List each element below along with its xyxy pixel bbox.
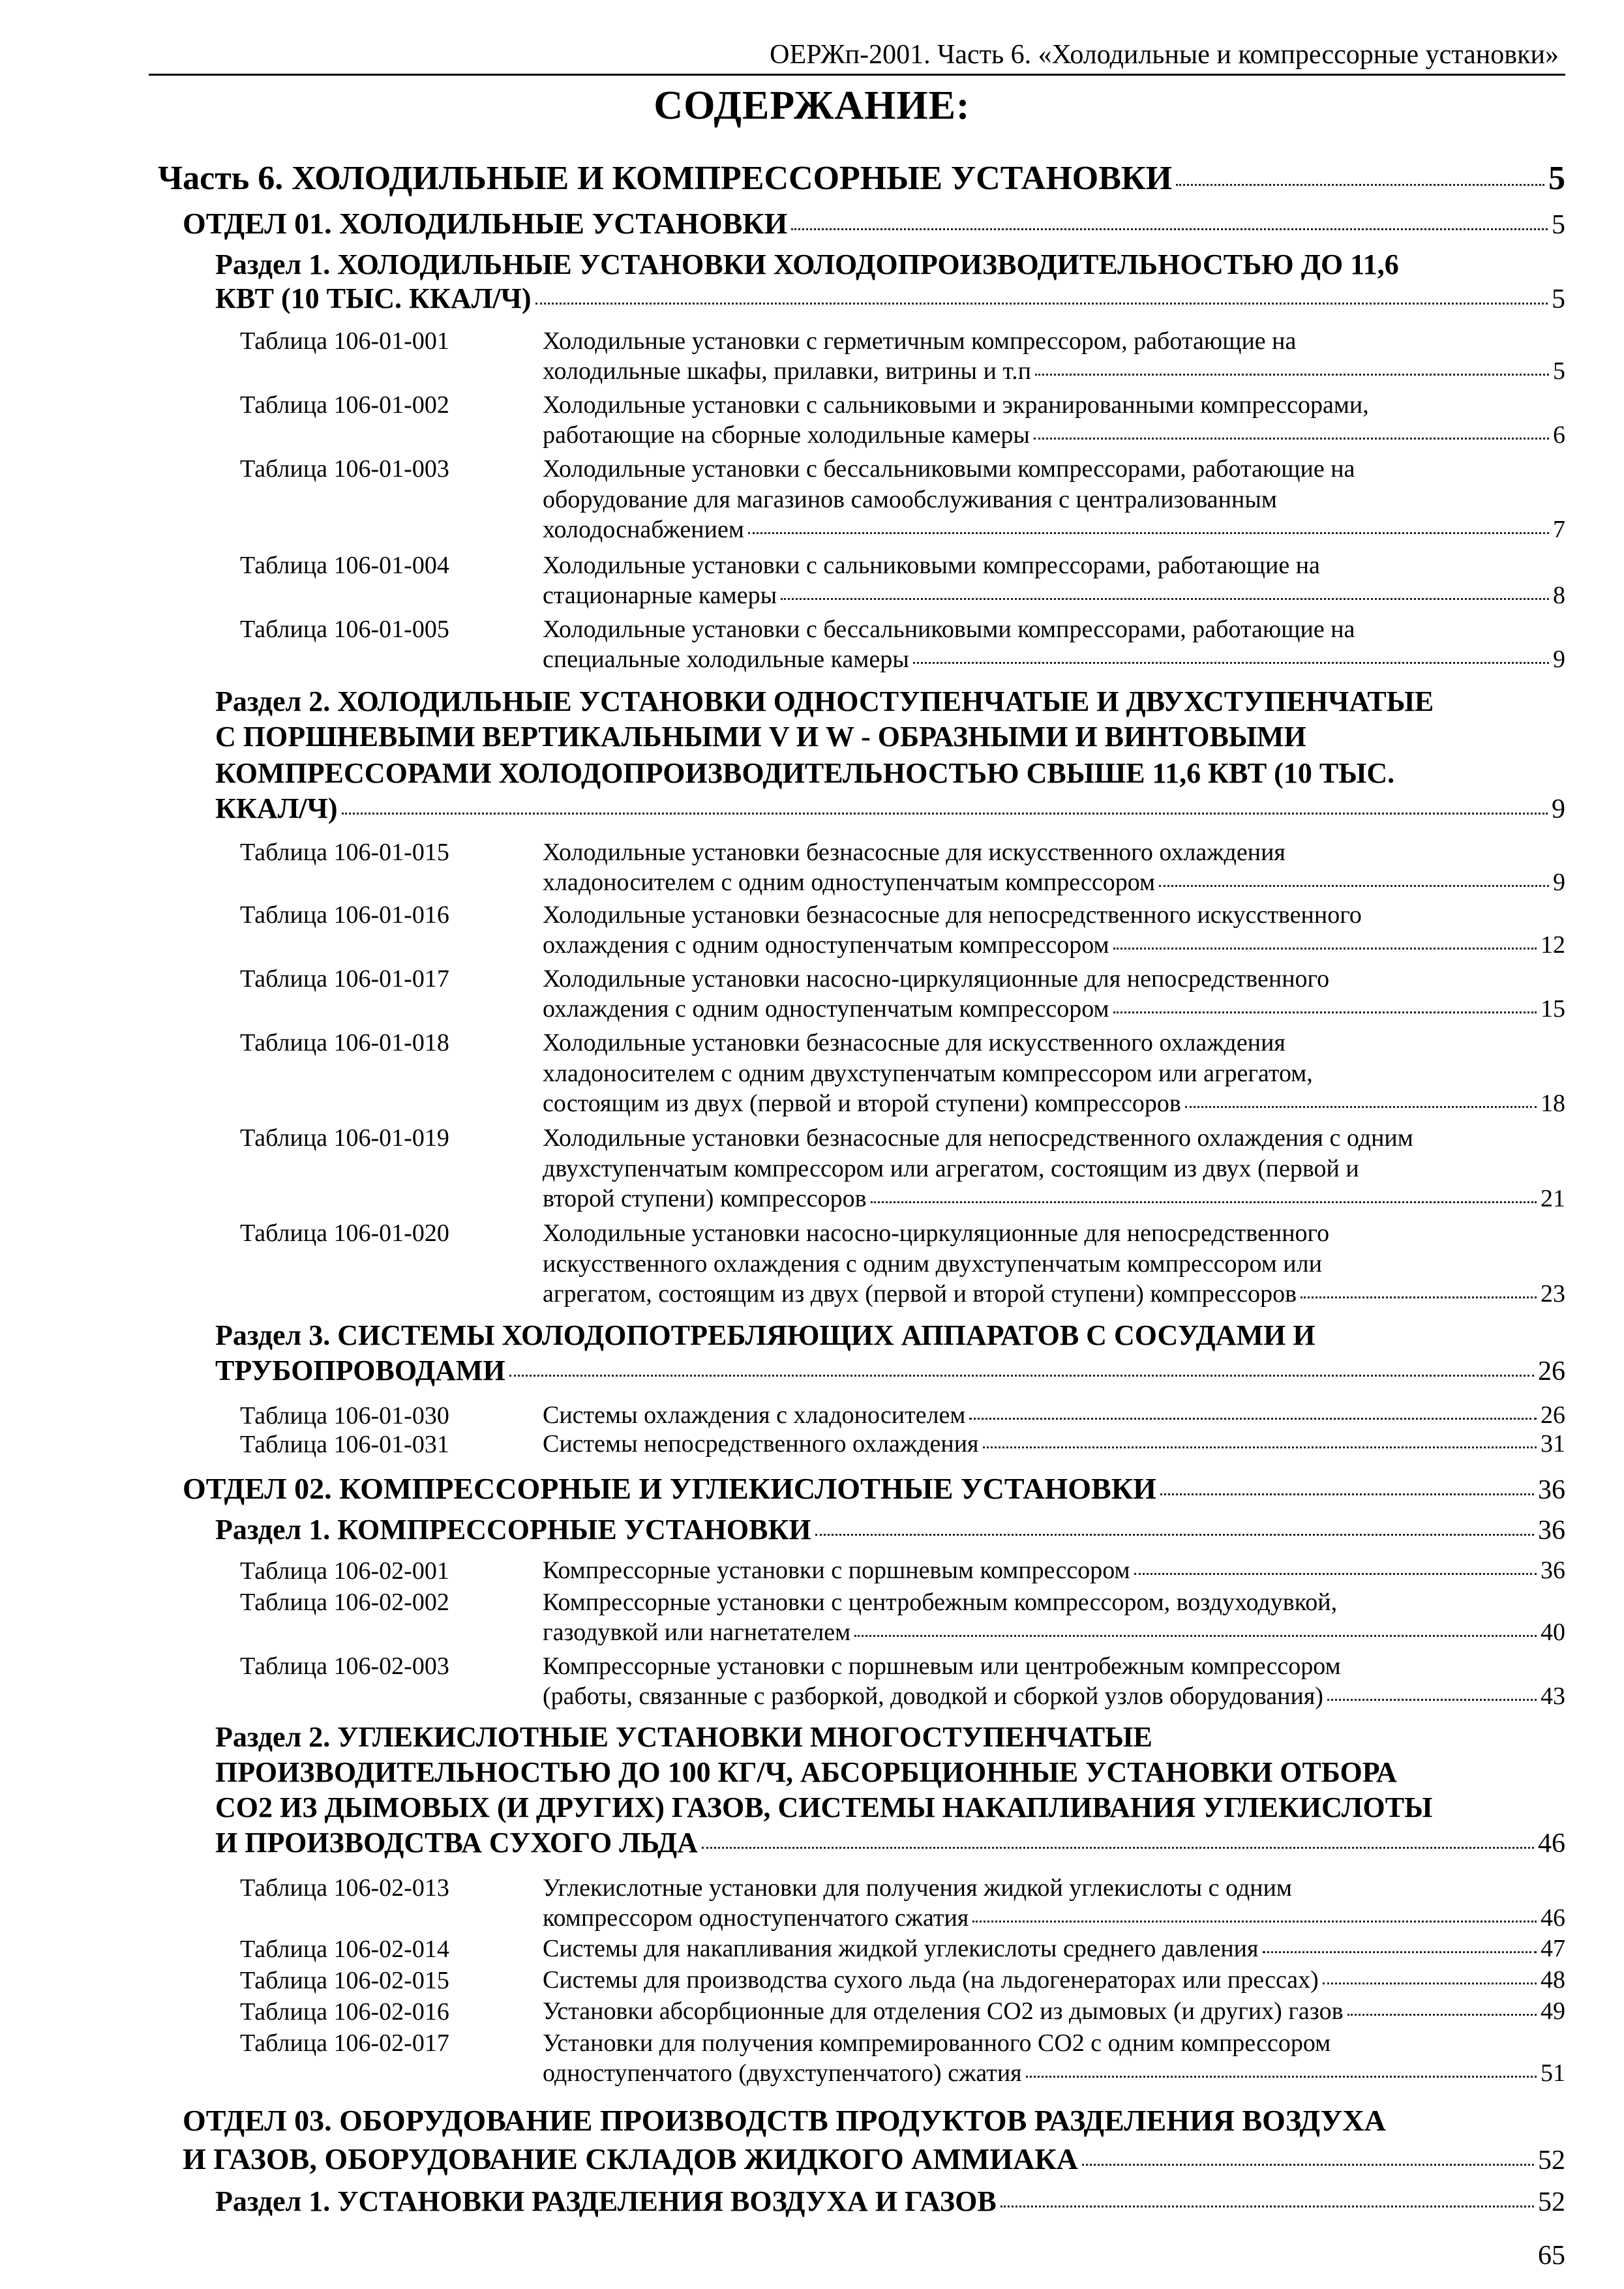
dot-leader — [702, 1847, 1534, 1849]
table-title-line: Холодильные установки безнасосные для искусственного охлаждения — [543, 839, 1286, 866]
toc-table-text: газодувкой или нагнетателем — [543, 1619, 851, 1646]
dot-leader — [1323, 1982, 1537, 1984]
toc-section-text: КВТ (10 ТЫС. ККАЛ/Ч) — [215, 282, 532, 314]
toc-section-page: 9 — [1552, 794, 1565, 824]
toc-table — [543, 1934, 1565, 1966]
toc-table — [543, 1184, 1565, 1216]
toc-section-page: 26 — [1538, 1356, 1565, 1386]
table-id: Таблица 106-02-013 — [240, 1874, 449, 1902]
table-title-line: Холодильные установки с герметичным компрессором, работающие на — [543, 327, 1297, 355]
dot-leader — [1000, 2206, 1534, 2207]
dot-leader — [781, 598, 1549, 600]
running-header: ОЕРЖп-2001. Часть 6. «Холодильные и компрессорные установки» — [770, 40, 1559, 70]
toc-part-text: Часть 6. ХОЛОДИЛЬНЫЕ И КОМПРЕССОРНЫЕ УСТАНОВКИ — [158, 160, 1173, 197]
dot-leader — [1134, 1573, 1537, 1575]
toc-table-text: состоящим из двух (первой и второй ступени) компрессоров — [543, 1090, 1181, 1117]
toc-otdel-page: 5 — [1552, 210, 1565, 240]
table-title-line: Холодильные установки с бессальниковыми компрессорами, работающие на — [543, 616, 1355, 643]
toc-table-text: второй ступени) компрессоров — [543, 1185, 867, 1212]
table-title-line: Холодильные установки насосно-циркуляционные для непосредственного — [543, 1219, 1330, 1247]
toc-table — [543, 868, 1565, 899]
toc-table-text: охлаждения с одним одноступенчатым компрессором — [543, 995, 1109, 1023]
dot-leader — [1176, 184, 1544, 186]
section-title-line: ПРОИЗВОДИТЕЛЬНОСТЬЮ ДО 100 КГ/Ч, АБСОРБЦИОННЫЕ УСТАНОВКИ ОТБОРА — [215, 1756, 1397, 1788]
toc-table — [543, 1682, 1565, 1713]
toc-table — [543, 645, 1565, 676]
table-title-line: Холодильные установки с бессальниковыми компрессорами, работающие на — [543, 455, 1355, 483]
dot-leader — [1347, 2014, 1537, 2016]
table-id: Таблица 106-02-015 — [240, 1967, 449, 1994]
toc-table-page: 15 — [1541, 995, 1565, 1023]
dot-leader — [913, 662, 1549, 664]
dot-leader — [1034, 438, 1549, 440]
section-title-line: СО2 ИЗ ДЫМОВЫХ (И ДРУГИХ) ГАЗОВ, СИСТЕМЫ НАКАПЛИВАНИЯ УГЛЕКИСЛОТЫ — [215, 1791, 1433, 1823]
dot-leader — [1113, 1011, 1537, 1013]
toc-table-text: холодоснабжением — [543, 516, 744, 543]
dot-leader — [535, 303, 1548, 305]
dot-leader — [509, 1375, 1534, 1377]
toc-section-text: ТРУБОПРОВОДАМИ — [215, 1354, 505, 1386]
toc-table-text: (работы, связанные с разборкой, доводкой и сборкой узлов оборудования) — [543, 1683, 1323, 1710]
dot-leader — [815, 1534, 1534, 1536]
table-id: Таблица 106-02-002 — [240, 1589, 449, 1616]
table-id: Таблица 106-01-016 — [240, 901, 449, 929]
dot-leader — [983, 1446, 1537, 1448]
dot-leader — [1159, 885, 1549, 887]
table-id: Таблица 106-01-018 — [240, 1029, 449, 1056]
toc-table-page: 6 — [1553, 421, 1565, 449]
toc-table-text: Системы для производства сухого льда (на льдогенераторах или прессах) — [543, 1966, 1319, 1994]
toc-table-text: холодильные шкафы, прилавки, витрины и т.п — [543, 357, 1031, 385]
table-title-line: Установки для получения компремированного СО2 с одним компрессором — [543, 2029, 1331, 2057]
toc-table — [543, 1618, 1565, 1649]
toc-table-page: 21 — [1541, 1185, 1565, 1212]
toc-table — [543, 931, 1565, 962]
toc-table-page: 49 — [1541, 1997, 1565, 2025]
toc-part-page: 5 — [1548, 160, 1565, 197]
toc-table-text: одноступенчатого (двухступенчатого) сжатия — [543, 2059, 1022, 2087]
toc-otdel-text: ОТДЕЛ 02. КОМПРЕССОРНЫЕ И УГЛЕКИСЛОТНЫЕ УСТАНОВКИ — [183, 1472, 1156, 1505]
toc-table-page: 5 — [1553, 357, 1565, 385]
table-id: Таблица 106-02-016 — [240, 1998, 449, 2026]
toc-otdel — [183, 1471, 1565, 1503]
toc-table-text: Системы непосредственного охлаждения — [543, 1430, 979, 1458]
table-id: Таблица 106-01-001 — [240, 327, 449, 355]
toc-table — [543, 1279, 1565, 1311]
table-id: Таблица 106-01-005 — [240, 616, 449, 643]
toc-table-page: 26 — [1541, 1401, 1565, 1429]
dot-leader — [871, 1201, 1537, 1203]
toc-table — [543, 995, 1565, 1026]
toc-table-page: 23 — [1541, 1280, 1565, 1308]
toc-table-page: 43 — [1541, 1683, 1565, 1710]
toc-table-page: 40 — [1541, 1619, 1565, 1646]
table-id: Таблица 106-01-019 — [240, 1124, 449, 1152]
table-title-line: Холодильные установки с сальниковыми компрессорами, работающие на — [543, 552, 1320, 579]
toc-table — [543, 1966, 1565, 1997]
toc-table-page: 51 — [1541, 2059, 1565, 2087]
toc-table-text: компрессором одноступенчатого сжатия — [543, 1904, 969, 1932]
table-id: Таблица 106-02-017 — [240, 2029, 449, 2057]
toc-section — [215, 282, 1565, 313]
toc-otdel-page: 52 — [1538, 2146, 1565, 2176]
section-title-line: Раздел 2. ХОЛОДИЛЬНЫЕ УСТАНОВКИ ОДНОСТУПЕНЧАТЫЕ И ДВУХСТУПЕНЧАТЫЕ — [215, 685, 1434, 717]
toc-table — [543, 1401, 1565, 1432]
dot-leader — [1035, 374, 1549, 376]
toc-table — [543, 1904, 1565, 1935]
toc-table-text: работающие на сборные холодильные камеры — [543, 421, 1030, 449]
toc-table-text: Компрессорные установки с поршневым компрессором — [543, 1557, 1130, 1584]
toc-table-page: 12 — [1541, 931, 1565, 959]
table-title-line: Холодильные установки безнасосные для искусственного охлаждения — [543, 1029, 1286, 1056]
toc-table — [543, 515, 1565, 546]
table-id: Таблица 106-02-014 — [240, 1936, 449, 1963]
toc-table-text: агрегатом, состоящим из двух (первой и второй ступени) компрессоров — [543, 1280, 1297, 1308]
toc-table-page: 18 — [1541, 1090, 1565, 1117]
section-title-line: Раздел 3. СИСТЕМЫ ХОЛОДОПОТРЕБЛЯЮЩИХ АППАРАТОВ С СОСУДАМИ И — [215, 1319, 1316, 1351]
dot-leader — [791, 228, 1548, 230]
toc-section — [215, 2185, 1565, 2216]
toc-section — [215, 1513, 1565, 1544]
toc-table — [543, 421, 1565, 452]
toc-table — [543, 1556, 1565, 1587]
dot-leader — [1113, 948, 1537, 950]
toc-table — [543, 2059, 1565, 2090]
section-title-line: Раздел 1. ХОЛОДИЛЬНЫЕ УСТАНОВКИ ХОЛОДОПРОИЗВОДИТЕЛЬНОСТЬЮ ДО 11,6 — [215, 248, 1399, 280]
toc-otdel-page: 36 — [1538, 1475, 1565, 1505]
toc-table — [543, 1089, 1565, 1120]
table-title-line: Компрессорные установки с поршневым или центробежным компрессором — [543, 1653, 1341, 1680]
dot-leader — [854, 1635, 1537, 1637]
toc-section-text: И ПРОИЗВОДСТВА СУХОГО ЛЬДА — [215, 1827, 698, 1859]
toc-section — [215, 792, 1565, 823]
toc-section-page: 36 — [1538, 1516, 1565, 1546]
dot-leader — [1082, 2164, 1534, 2166]
toc-table-page: 8 — [1553, 582, 1565, 609]
toc-section-page: 46 — [1538, 1829, 1565, 1859]
toc-section-page: 5 — [1552, 284, 1565, 314]
table-title-line: Холодильные установки насосно-циркуляционные для непосредственного — [543, 965, 1330, 993]
toc-table-text: Системы для накапливания жидкой углекислоты среднего давления — [543, 1935, 1259, 1962]
dot-leader — [1301, 1296, 1537, 1298]
toc-table-page: 47 — [1541, 1935, 1565, 1962]
dot-leader — [342, 813, 1548, 815]
toc-section — [215, 1826, 1565, 1857]
table-title-line: Холодильные установки безнасосные для непосредственного охлаждения с одним — [543, 1124, 1413, 1152]
dot-leader — [972, 1921, 1537, 1922]
dot-leader — [1160, 1493, 1534, 1495]
toc-table-page: 48 — [1541, 1966, 1565, 1994]
toc-table-text: Установки абсорбционные для отделения СО2 из дымовых (и других) газов — [543, 1997, 1344, 2025]
dot-leader — [969, 1418, 1537, 1420]
toc-table-page: 9 — [1553, 869, 1565, 896]
table-title-line: искусственного охлаждения с одним двухступенчатым компрессором или — [543, 1250, 1322, 1278]
toc-title: СОДЕРЖАНИЕ: — [654, 83, 970, 128]
dot-leader — [1327, 1699, 1537, 1701]
table-id: Таблица 106-02-001 — [240, 1557, 449, 1585]
toc-table-page: 9 — [1553, 646, 1565, 673]
department-title-line: ОТДЕЛ 03. ОБОРУДОВАНИЕ ПРОИЗВОДСТВ ПРОДУКТОВ РАЗДЕЛЕНИЯ ВОЗДУХА — [183, 2104, 1386, 2137]
toc-table — [543, 1997, 1565, 2028]
dot-leader — [1026, 2076, 1537, 2078]
table-id: Таблица 106-01-031 — [240, 1431, 449, 1458]
toc-part — [158, 159, 1565, 197]
table-title-line: Углекислотные установки для получения жидкой углекислоты с одним — [543, 1874, 1292, 1902]
table-id: Таблица 106-01-003 — [240, 455, 449, 483]
table-title-line: Компрессорные установки с центробежным компрессором, воздуходувкой, — [543, 1589, 1338, 1616]
toc-table-text: стационарные камеры — [543, 582, 777, 609]
table-title-line: Холодильные установки безнасосные для непосредственного искусственного — [543, 901, 1362, 929]
table-title-line: оборудование для магазинов самообслуживания с централизованным — [543, 486, 1277, 513]
section-title-line: С ПОРШНЕВЫМИ ВЕРТИКАЛЬНЫМИ V И W - ОБРАЗНЫМИ И ВИНТОВЫМИ — [215, 721, 1306, 753]
toc-table-page: 31 — [1541, 1430, 1565, 1458]
toc-table-text: Системы охлаждения с хладоносителем — [543, 1401, 966, 1429]
table-id: Таблица 106-02-003 — [240, 1653, 449, 1680]
toc-section-text: ККАЛ/Ч) — [215, 792, 338, 824]
toc-table-page: 36 — [1541, 1557, 1565, 1584]
table-id: Таблица 106-01-030 — [240, 1402, 449, 1429]
toc-table-text: охлаждения с одним одноступенчатым компрессором — [543, 931, 1109, 959]
toc-section — [215, 1354, 1565, 1385]
toc-section-text: Раздел 1. КОМПРЕССОРНЫЕ УСТАНОВКИ — [215, 1514, 811, 1546]
toc-table — [543, 1429, 1565, 1461]
section-title-line: Раздел 2. УГЛЕКИСЛОТНЫЕ УСТАНОВКИ МНОГОСТУПЕНЧАТЫЕ — [215, 1721, 1152, 1753]
toc-section-text: Раздел 1. УСТАНОВКИ РАЗДЕЛЕНИЯ ВОЗДУХА И ГАЗОВ — [215, 2185, 997, 2217]
toc-section-page: 52 — [1538, 2187, 1565, 2217]
table-id: Таблица 106-01-002 — [240, 391, 449, 419]
toc-table — [543, 581, 1565, 612]
toc-otdel-text: И ГАЗОВ, ОБОРУДОВАНИЕ СКЛАДОВ ЖИДКОГО АММИАКА — [183, 2142, 1078, 2176]
dot-leader — [1185, 1106, 1537, 1108]
dot-leader — [748, 532, 1549, 534]
toc-otdel-text: ОТДЕЛ 01. ХОЛОДИЛЬНЫЕ УСТАНОВКИ — [183, 207, 788, 240]
section-title-line: КОМПРЕССОРАМИ ХОЛОДОПРОИЗВОДИТЕЛЬНОСТЬЮ СВЫШЕ 11,6 КВТ (10 ТЫС. — [215, 757, 1395, 789]
dot-leader — [1263, 1951, 1537, 1953]
table-id: Таблица 106-01-017 — [240, 965, 449, 993]
toc-otdel — [183, 206, 1565, 240]
table-title-line: Холодильные установки с сальниковыми и экранированными компрессорами, — [543, 391, 1369, 419]
table-id: Таблица 106-01-015 — [240, 839, 449, 866]
table-id: Таблица 106-01-004 — [240, 552, 449, 579]
table-title-line: двухступенчатым компрессором или агрегатом, состоящим из двух (первой и — [543, 1155, 1359, 1182]
toc-table-page: 7 — [1553, 516, 1565, 543]
table-title-line: хладоносителем с одним двухступенчатым компрессором или агрегатом, — [543, 1060, 1313, 1087]
toc-table-text: хладоносителем с одним одноступенчатым компрессором — [543, 869, 1156, 896]
toc-otdel — [183, 2142, 1565, 2176]
toc-table-page: 46 — [1541, 1904, 1565, 1932]
toc-table-text: специальные холодильные камеры — [543, 646, 909, 673]
page-number: 65 — [1538, 2241, 1565, 2271]
table-id: Таблица 106-01-020 — [240, 1219, 449, 1247]
toc-table — [543, 357, 1565, 388]
